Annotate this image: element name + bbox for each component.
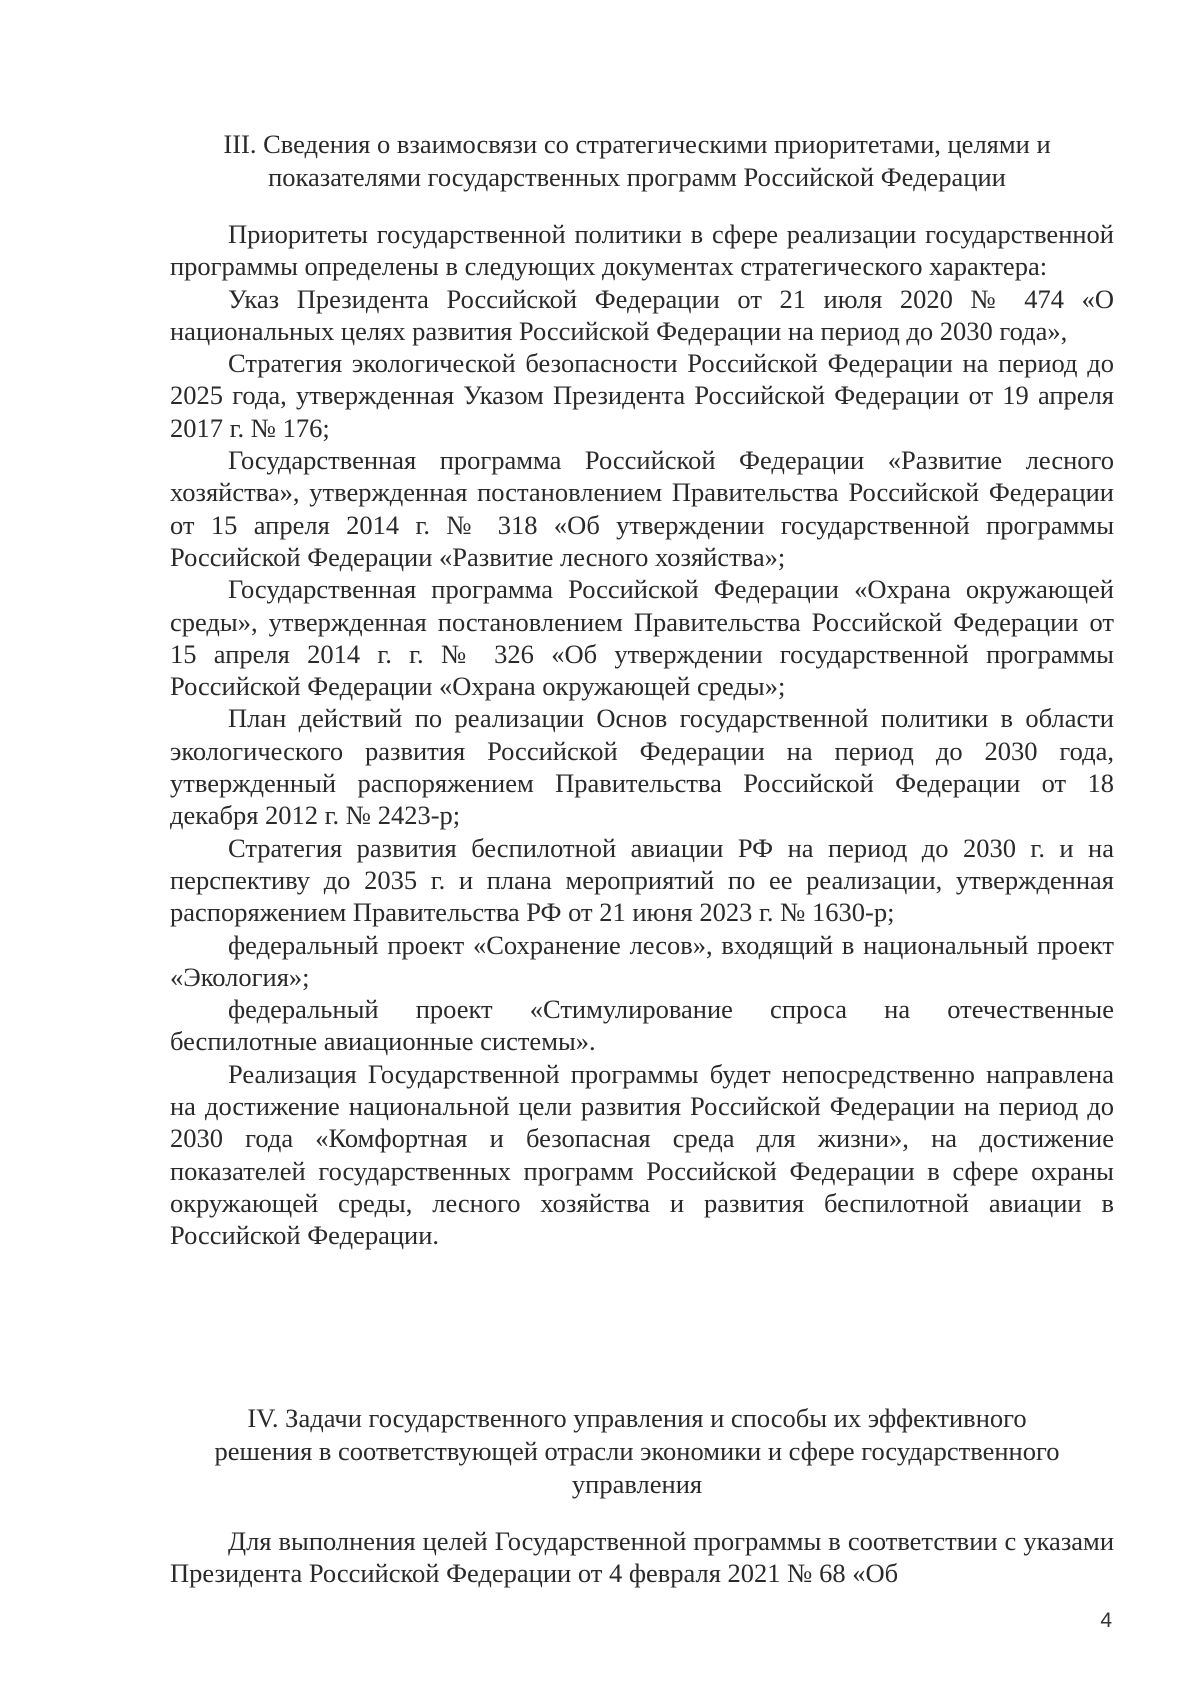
paragraph: федеральный проект «Стимулирование спроса на отечественные беспилотные авиационные системы». xyxy=(170,994,1114,1057)
page-number: 4 xyxy=(1100,1609,1112,1632)
paragraph: Реализация Государственной программы будет непосредственно направлена на достижение национальной цели развития Российской Федерации на период до 2030 года «Комфортная и безопасная среда для жизни», на достижение показателей государственных программ Российской Федерации в сфере охраны окружающей среды, лесного хозяйства и развития беспилотной авиации в Российской Федерации. xyxy=(170,1058,1114,1251)
paragraph: федеральный проект «Сохранение лесов», входящий в национальный проект «Экология»; xyxy=(170,929,1114,992)
section-4-heading-line: управления xyxy=(571,1469,703,1499)
paragraph: Стратегия экологической безопасности Российской Федерации на период до 2025 года, утвержденная Указом Президента Российской Федерации от 19 апреля 2017 г. № 176; xyxy=(170,348,1114,443)
section-3-heading-line: III. Сведения о взаимосвязи со стратегическими приоритетами, целями и xyxy=(223,129,1051,159)
paragraph: Указ Президента Российской Федерации от 21 июля 2020 № 474 «О национальных целях развития Российской Федерации на период до 2030 года», xyxy=(170,283,1114,346)
paragraph: План действий по реализации Основ государственной политики в области экологического развития Российской Федерации на период до 2030 года, утвержденный распоряжением Правительства Российской Федерации от 18 декабря 2012 г. № 2423-р; xyxy=(170,703,1114,831)
section-4-heading-line: решения в соответствующей отрасли экономики и сфере государственного xyxy=(214,1436,1060,1466)
section-4-body xyxy=(170,1525,1114,1590)
paragraph: Государственная программа Российской Федерации «Развитие лесного хозяйства», утвержденная постановлением Правительства Российской Федерации от 15 апреля 2014 г. № 318 «Об утверждении государственной программы Российской Федерации «Развитие лесного хозяйства»; xyxy=(170,445,1114,572)
section-3-heading-line: показателями государственных программ Российской Федерации xyxy=(268,162,1006,192)
section-4-heading-line: IV. Задачи государственного управления и способы их эффективного xyxy=(247,1403,1027,1433)
paragraph: Для выполнения целей Государственной программы в соответствии с указами Президента Российской Федерации от 4 февраля 2021 № 68 «Об xyxy=(170,1526,1114,1589)
paragraph: Приоритеты государственной политики в сфере реализации государственной программы определены в следующих документах стратегического характера: xyxy=(170,219,1114,282)
section-3-heading xyxy=(160,128,1114,194)
section-4-heading xyxy=(160,1402,1114,1501)
section-3-body xyxy=(170,218,1114,1252)
paragraph: Стратегия развития беспилотной авиации РФ на период до 2030 г. и на перспективу до 2035 г. и плана мероприятий по ее реализации, утвержденная распоряжением Правительства РФ от 21 июня 2023 г. № 1630-р; xyxy=(170,832,1114,928)
paragraph: Государственная программа Российской Федерации «Охрана окружающей среды», утвержденная постановлением Правительства Российской Федерации от 15 апреля 2014 г. г. № 326 «Об утверждении государственной программы Российской Федерации «Охрана окружающей среды»; xyxy=(170,574,1114,702)
